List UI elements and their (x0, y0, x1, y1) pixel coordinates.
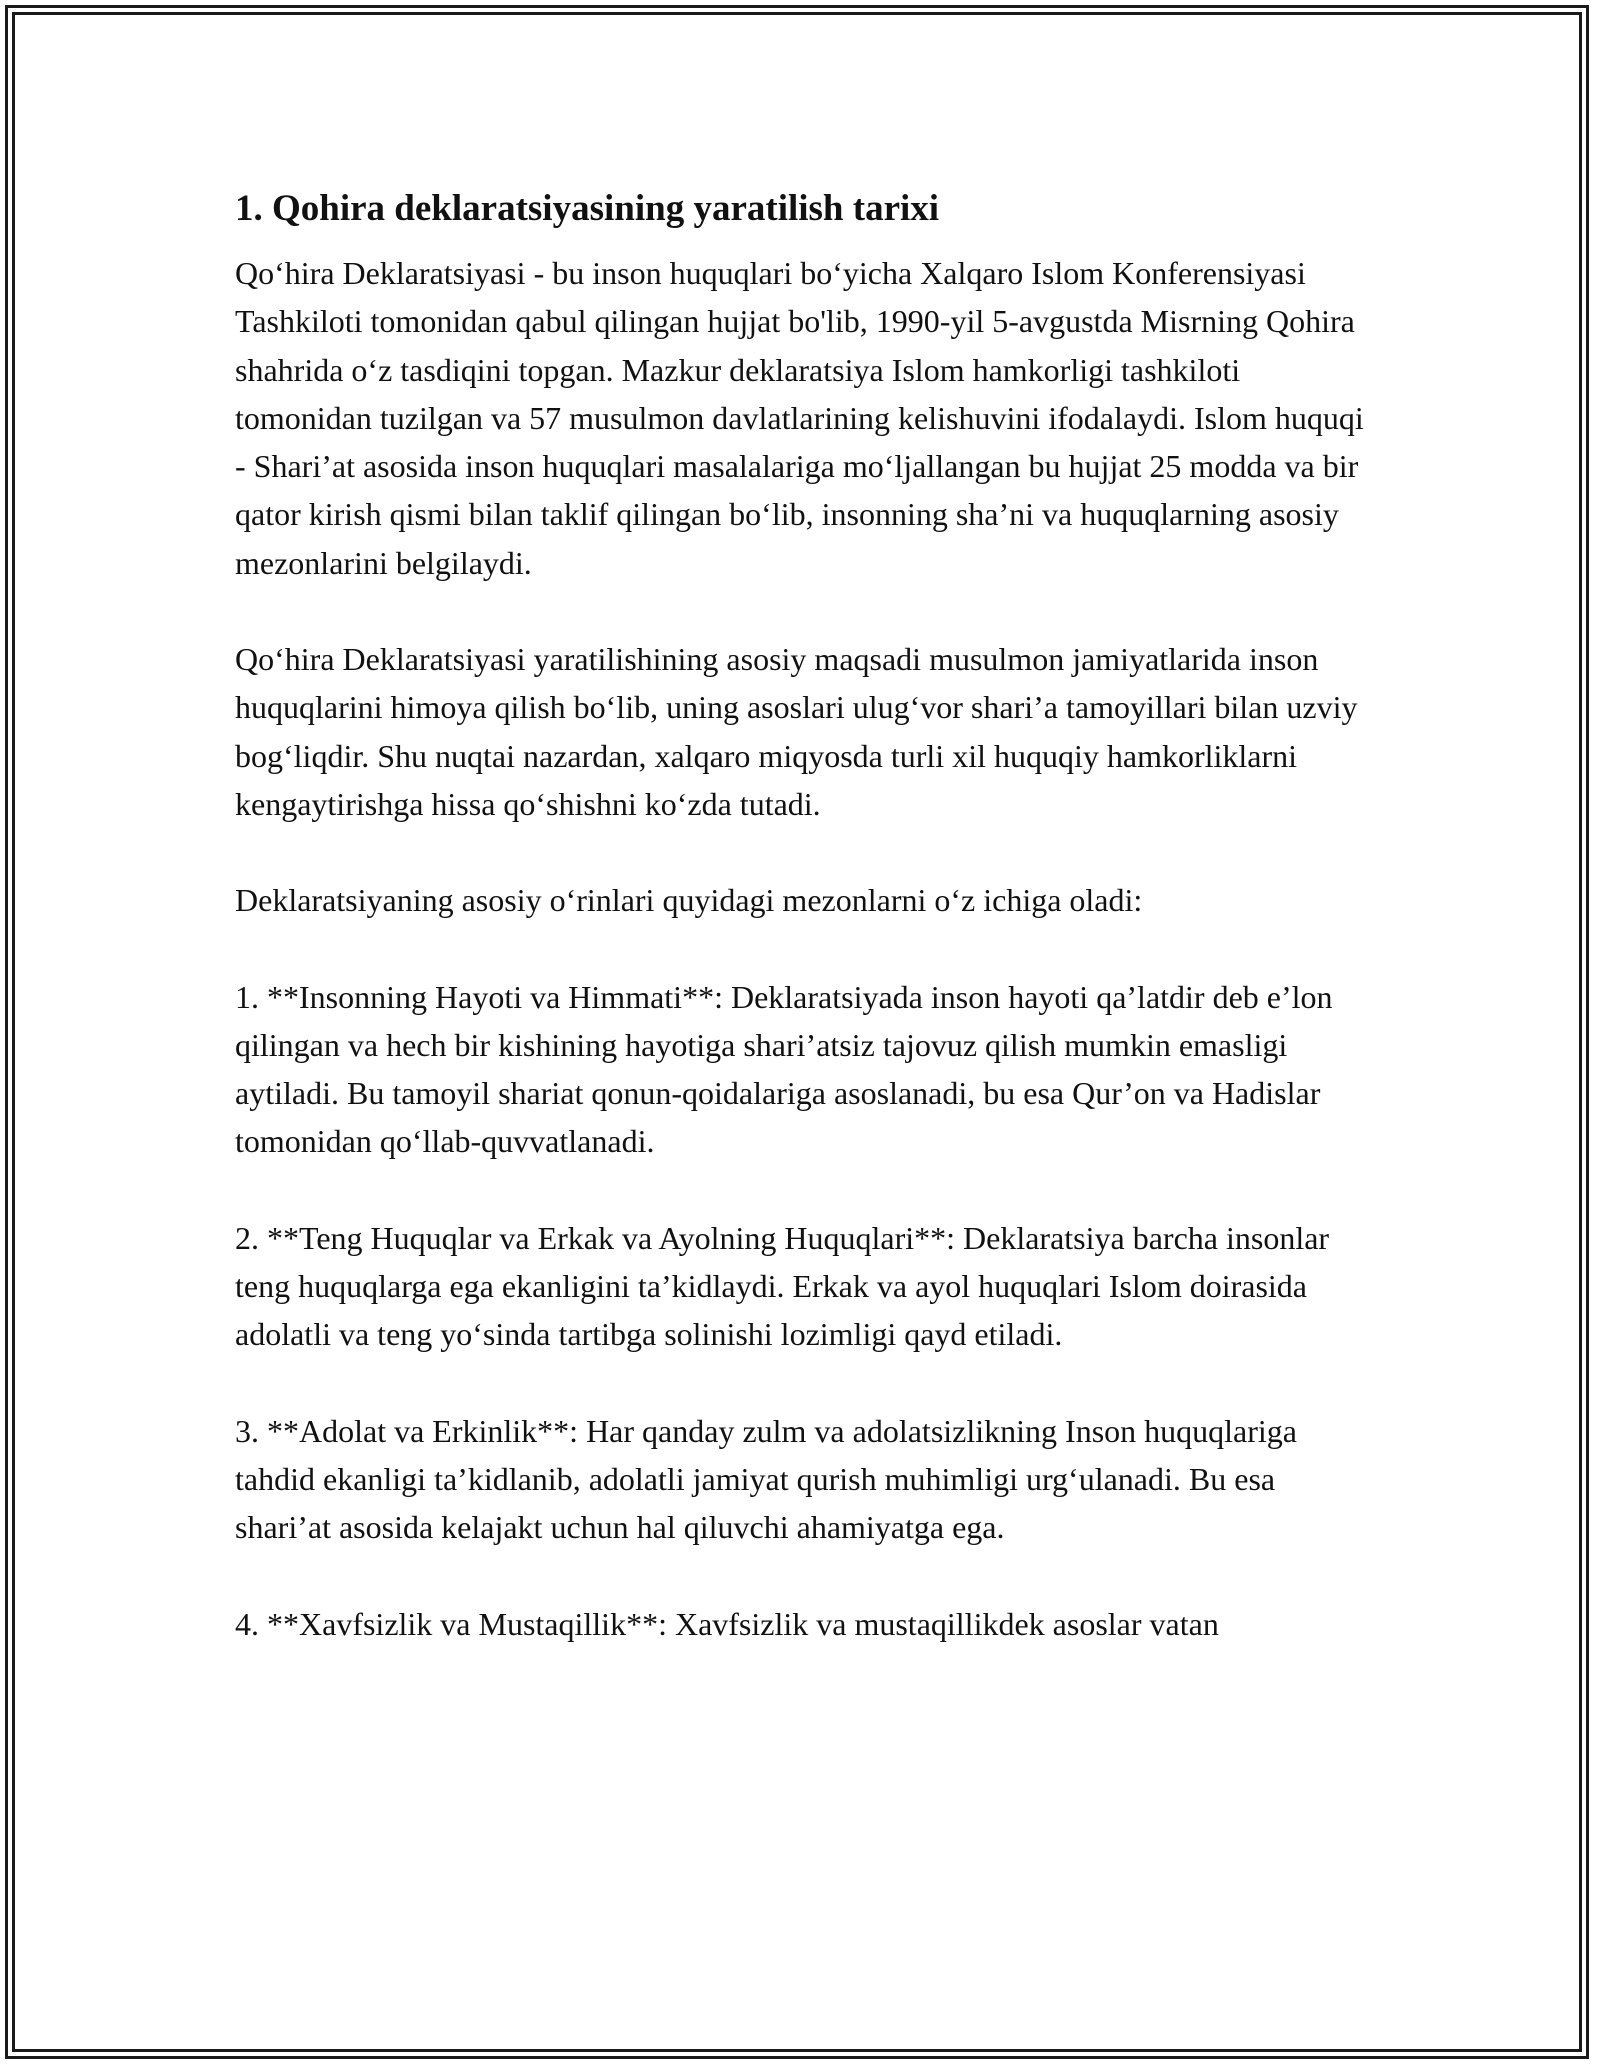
list-item-3: 3. **Adolat va Erkinlik**: Har qanday zulm va adolatsizlikning Inson huquqlariga tahdid ekanligi ta’kidlanib, adolatli jamiyat qurish muhimligi urg‘ulanadi. Bu esa shari’at asosida kelajakt uchun hal qiluvchi ahamiyatga ega. (235, 1412, 1297, 1546)
paragraph-criteria-intro: Deklaratsiyaning asosiy o‘rinlari quyidagi mezonlarni o‘z ichiga oladi: (235, 882, 1143, 919)
list-item-2: 2. **Teng Huquqlar va Erkak va Ayolning Huquqlari**: Deklaratsiya barcha insonlar teng huquqlarga ega ekanligini ta’kidlaydi. Erkak va ayol huquqlari Islom doirasida adolatli va teng yo‘sinda tartibga solinishi lozimligi qayd etiladi. (235, 1219, 1330, 1353)
list-item-4: 4. **Xavfsizlik va Mustaqillik**: Xavfsizlik va mustaqillikdek asoslar vatan (235, 1605, 1219, 1642)
paragraph-intro: Qo‘hira Deklaratsiyasi - bu inson huquqlari bo‘yicha Xalqaro Islom Konferensiyasi Tashkiloti tomonidan qabul qilingan hujjat bo'lib, 1990-yil 5-avgustda Misrning Qohira shahrida o‘z tasdiqini topgan. Mazkur deklaratsiya Islom hamkorligi tashkiloti tomonidan tuzilgan va 57 musulmon davlatlarining kelishuvini ifodalaydi. Islom huquqi - Shari’at asosida inson huquqlari masalalariga mo‘ljallangan bu hujjat 25 modda va bir qator kirish qismi bilan taklif qilingan bo‘lib, insonning sha’ni va huquqlarning asosiy mezonlarini belgilaydi. (235, 255, 1364, 581)
paragraph-purpose: Qo‘hira Deklaratsiyasi yaratilishining asosiy maqsadi musulmon jamiyatlarida inson huquqlarini himoya qilish bo‘lib, uning asoslari ulug‘vor shari’a tamoyillari bilan uzviy bog‘liqdir. Shu nuqtai nazardan, xalqaro miqyosda turli xil huquqiy hamkorliklarni kengaytirishga hissa qo‘shishni ko‘zda tutadi. (235, 641, 1358, 822)
section-heading: 1. Qohira deklaratsiyasining yaratilish tarixi (235, 188, 940, 229)
document-body (235, 185, 1365, 1696)
list-item-1: 1. **Insonning Hayoti va Himmati**: Deklaratsiyada inson hayoti qa’latdir deb e’lon qilingan va hech bir kishining hayotiga shari’atsiz tajovuz qilish mumkin emasligi aytiladi. Bu tamoyil shariat qonun-qoidalariga asoslanadi, bu esa Qur’on va Hadislar tomonidan qo‘llab-quvvatlanadi. (235, 978, 1333, 1160)
